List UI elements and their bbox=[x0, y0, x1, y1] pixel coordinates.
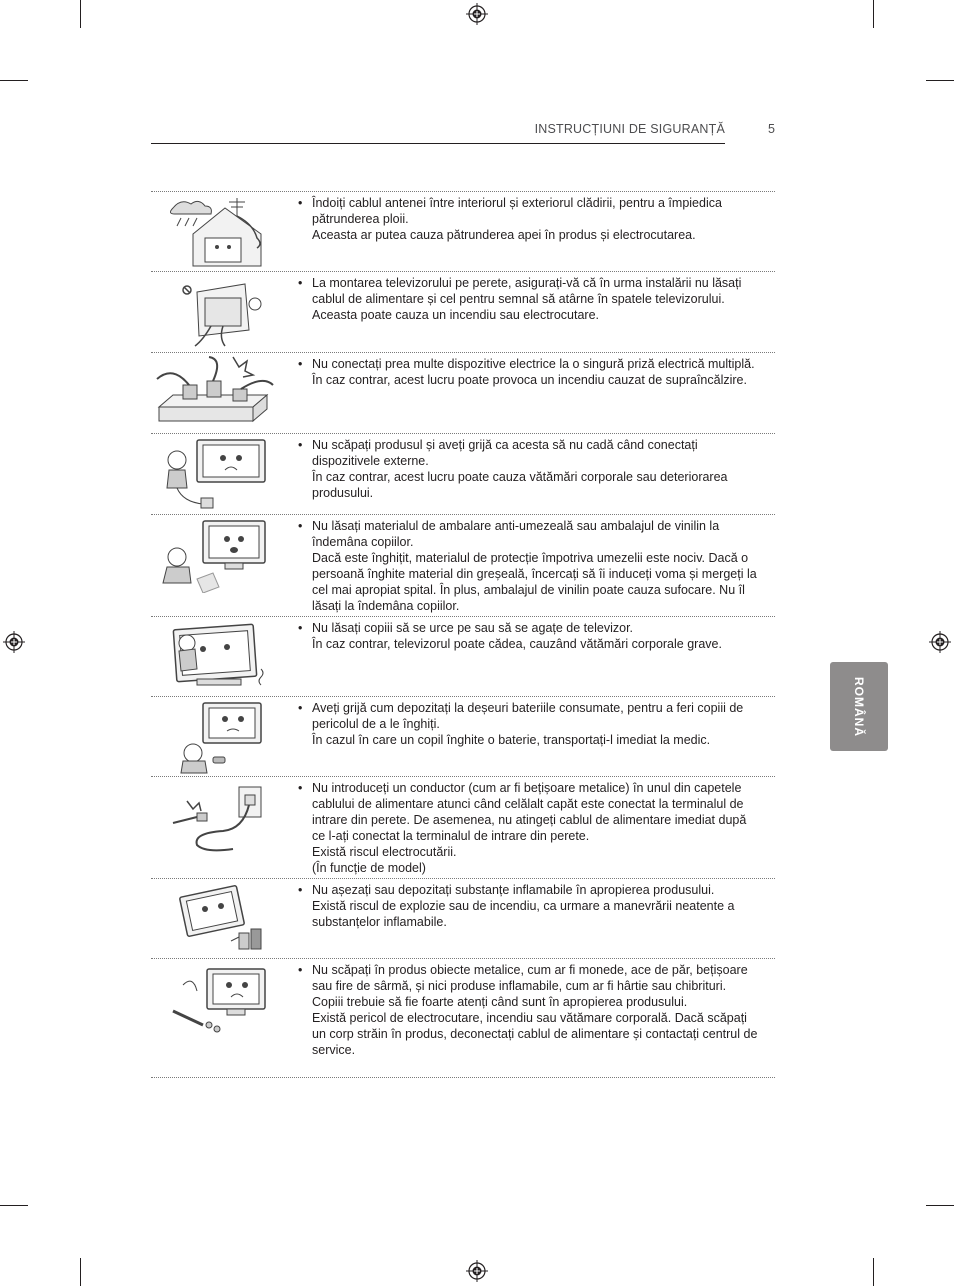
safety-text bbox=[300, 357, 760, 389]
safety-item bbox=[151, 958, 775, 1078]
page-number: 5 bbox=[768, 122, 775, 136]
item-consequence: Dacă este înghițit, materialul de protecție împotriva umezelii este nociv. Dacă o persoană înghite material din greșeală, încercați să îi induceți voma și mergeți la cel mai apropiat spital. În plus, ambalajul de vinilin poate cauza sufocare. Nu îl lăsați la îndemâna copiilor. bbox=[312, 550, 757, 613]
item-instruction: Nu conectați prea multe dispozitive electrice la o singură priză electrică multiplă. bbox=[312, 357, 755, 371]
safety-item bbox=[151, 696, 775, 777]
safety-item bbox=[151, 433, 775, 515]
registration-mark-icon bbox=[466, 1260, 488, 1282]
crop-mark bbox=[926, 80, 954, 81]
crop-mark bbox=[80, 1258, 81, 1286]
item-instruction: Nu introduceți un conductor (cum ar fi bețișoare metalice) în unul din capetele cablului de alimentare atunci când celălalt capăt este conectat la terminalul de intrare din perete. De asemenea, nu atingeți cablul de alimentare imediat după ce l-ați conectat la terminalul de intrare din perete. bbox=[312, 781, 747, 843]
safety-text bbox=[300, 621, 760, 653]
item-consequence: În caz contrar, acest lucru poate cauza vătămări corporale sau deteriorarea produsului. bbox=[312, 469, 728, 500]
item-consequence: Aceasta poate cauza un incendiu sau electrocutare. bbox=[312, 307, 599, 322]
child-climbing-tv-icon bbox=[153, 619, 278, 695]
item-instruction: Îndoiți cablul antenei între interiorul și exteriorul clădirii, pentru a împiedica pătrunderea ploii. bbox=[312, 196, 722, 226]
safety-text bbox=[300, 519, 760, 614]
item-consequence: În cazul în care un copil înghite o baterie, transportați-l imediat la medic. bbox=[312, 732, 711, 747]
item-instruction: Nu lăsați materialul de ambalare anti-umezeală sau ambalajul de vinilin la îndemâna copiilor. bbox=[312, 519, 720, 549]
item-consequence: Există pericol de electrocutare, incendiu sau vătămare corporală. Dacă scăpați un corp străin în produs, deconectați cablul de alimentare și contactați centrul de service. bbox=[312, 1010, 758, 1057]
bullet: • bbox=[298, 701, 303, 715]
language-tab-label: ROMÂNĂ bbox=[852, 676, 866, 737]
item-consequence: Există riscul electrocutării. (În funcție de model) bbox=[312, 844, 457, 875]
safety-text bbox=[300, 196, 760, 244]
safety-text bbox=[300, 883, 760, 931]
bullet: • bbox=[298, 196, 303, 210]
item-consequence: Aceasta ar putea cauza pătrunderea apei în produs și electrocutarea. bbox=[312, 227, 696, 242]
item-instruction: La montarea televizorului pe perete, asigurați-vă că în urma instalării nu lăsați cablul de alimentare și cel pentru semnal să atârne în spatele televizorului. bbox=[312, 276, 742, 306]
registration-mark-icon bbox=[3, 631, 25, 653]
bullet: • bbox=[298, 883, 303, 897]
item-consequence: Există riscul de explozie sau de incendiu, ca urmare a manevrării neatente a substanțelor inflamabile. bbox=[312, 898, 735, 929]
bullet: • bbox=[298, 621, 303, 635]
crop-mark bbox=[926, 1205, 954, 1206]
overloaded-power-strip-icon bbox=[153, 355, 278, 431]
bullet: • bbox=[298, 438, 303, 452]
item-consequence: În caz contrar, televizorul poate cădea, cauzând vătămări corporale grave. bbox=[312, 636, 722, 651]
item-instruction: Nu așezați sau depozitați substanțe inflamabile în apropierea produsului. bbox=[312, 883, 715, 897]
wall-mount-cables-icon bbox=[153, 274, 278, 350]
header-rule bbox=[151, 143, 725, 144]
bullet: • bbox=[298, 781, 303, 795]
safety-item bbox=[151, 191, 775, 272]
packaging-child-icon bbox=[153, 517, 278, 593]
item-instruction: Nu lăsați copiii să se urce pe sau să se agațe de televizor. bbox=[312, 621, 634, 635]
item-instruction: Nu scăpați în produs obiecte metalice, cum ar fi monede, ace de păr, bețișoare sau fire de sârmă, și nici produse inflamabile, cum ar fi hârtie sau chibrituri. Copiii trebuie să fie foarte atenți când sunt în apropierea produsului. bbox=[312, 963, 748, 1009]
bullet: • bbox=[298, 276, 303, 290]
battery-swallow-icon bbox=[153, 699, 278, 775]
item-instruction: Nu scăpați produsul și aveți grijă ca acesta să nu cadă când conectați dispozitivele externe. bbox=[312, 438, 698, 468]
safety-item bbox=[151, 616, 775, 697]
bullet: • bbox=[298, 963, 303, 977]
metal-objects-tv-icon bbox=[153, 961, 278, 1037]
item-consequence: În caz contrar, acest lucru poate provoca un incendiu cauzat de supraîncălzire. bbox=[312, 372, 747, 387]
safety-item bbox=[151, 514, 775, 617]
safety-text bbox=[300, 963, 760, 1058]
language-tab bbox=[830, 662, 888, 751]
crop-mark bbox=[80, 0, 81, 28]
crop-mark bbox=[0, 1205, 28, 1206]
safety-item bbox=[151, 776, 775, 879]
page-header-title: INSTRUCȚIUNI DE SIGURANȚĂ bbox=[534, 122, 725, 136]
safety-item bbox=[151, 352, 775, 434]
safety-text bbox=[300, 438, 760, 502]
flammable-substances-icon bbox=[153, 881, 278, 957]
safety-text bbox=[300, 276, 760, 324]
tv-falling-child-icon bbox=[153, 436, 278, 512]
safety-text bbox=[300, 701, 760, 749]
power-cord-conductor-icon bbox=[153, 779, 278, 855]
crop-mark bbox=[873, 0, 874, 28]
crop-mark bbox=[0, 80, 28, 81]
bullet: • bbox=[298, 357, 303, 371]
registration-mark-icon bbox=[466, 3, 488, 25]
safety-item bbox=[151, 271, 775, 353]
crop-mark bbox=[873, 1258, 874, 1286]
safety-text bbox=[300, 781, 760, 876]
registration-mark-icon bbox=[929, 631, 951, 653]
bullet: • bbox=[298, 519, 303, 533]
item-instruction: Aveți grijă cum depozitați la deșeuri bateriile consumate, pentru a feri copiii de pericolul de a le înghiți. bbox=[312, 701, 744, 731]
safety-item bbox=[151, 878, 775, 959]
antenna-cable-rain-icon bbox=[153, 194, 278, 270]
